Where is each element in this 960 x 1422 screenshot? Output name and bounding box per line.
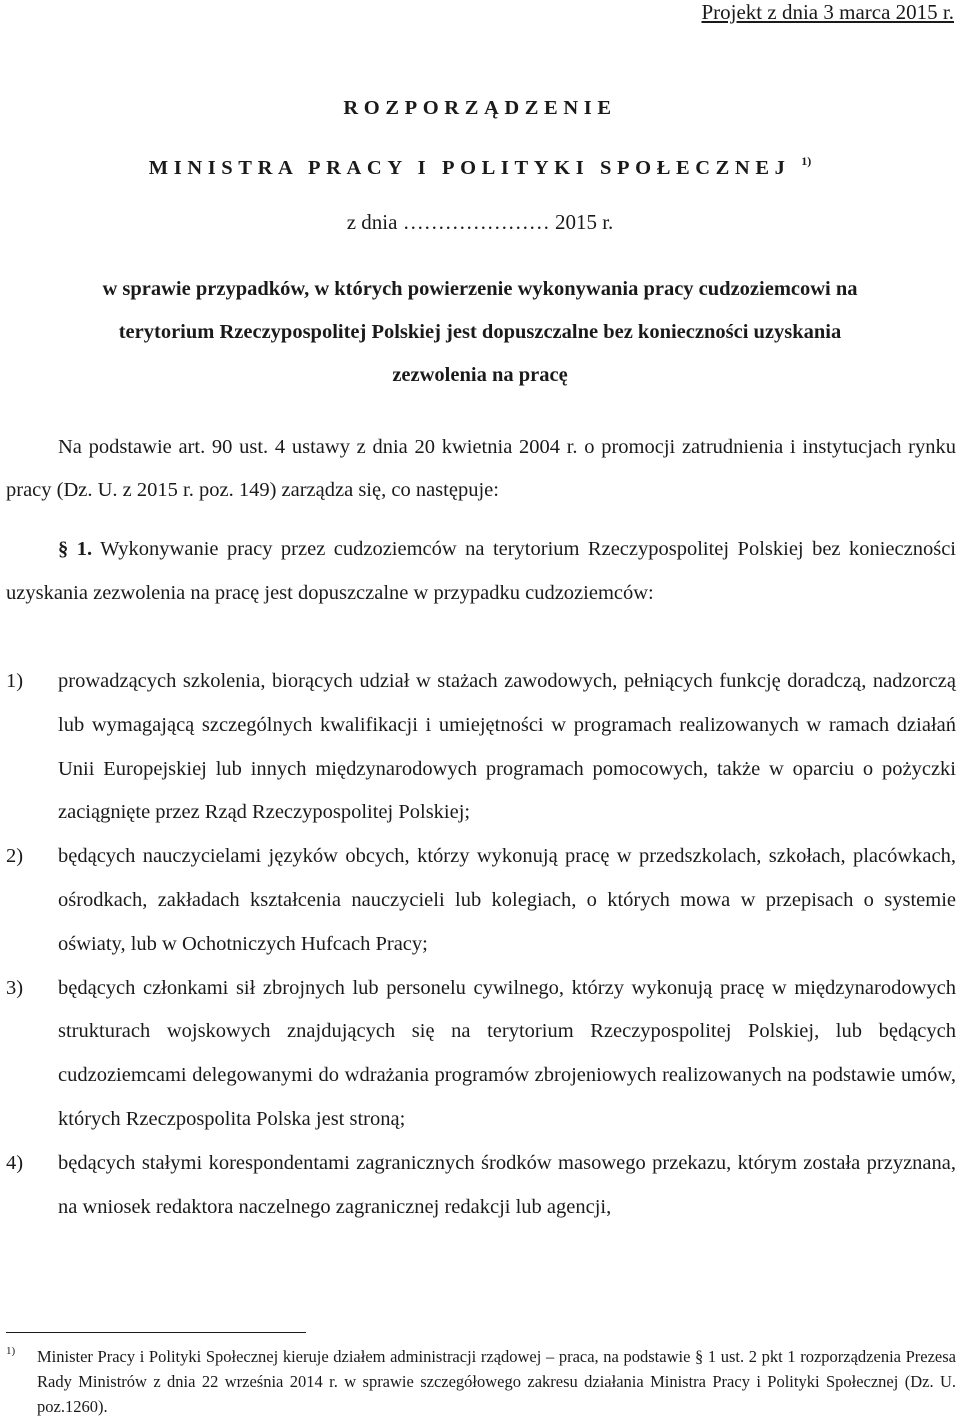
footnote-separator — [6, 1332, 306, 1333]
footnote-mark: 1) — [6, 1345, 16, 1357]
section-1-paragraph — [6, 528, 956, 615]
list-item — [6, 835, 956, 966]
preamble-text: Na podstawie art. 90 ust. 4 ustawy z dnia 20 kwietnia 2004 r. o promocji zatrudnienia i instytucjach rynku pracy (Dz. U. z 2015 r. poz. 149) zarządza się, co następuje: — [6, 436, 956, 501]
list-item-text: będących nauczycielami języków obcych, którzy wykonują pracę w przedszkolach, szkołach, placówkach, ośrodkach, zakładach kształcenia nauczycieli lub kolegiach, o których mowa w przepisach o systemie oświaty, lub w Ochotniczych Hufcach Pracy; — [58, 845, 956, 955]
subject-line-3: zezwolenia na pracę — [392, 364, 568, 386]
list-item-number: 4) — [6, 1151, 24, 1174]
subject-line-2: terytorium Rzeczypospolitej Polskiej jest dopuszczalne bez konieczności uzyskania — [118, 321, 842, 343]
list-item-text: będących stałymi korespondentami zagranicznych środków masowego przekazu, którym została przyznana, na wniosek redaktora naczelnego zagranicznej redakcji lub agencji, — [58, 1151, 956, 1218]
list-item — [6, 660, 956, 835]
legal-basis-preamble — [6, 426, 956, 512]
list-item — [6, 967, 956, 1142]
list-item — [6, 1142, 956, 1230]
project-date-label: Projekt z dnia 3 marca 2015 r. — [701, 0, 954, 24]
list-item-number: 1) — [6, 670, 24, 692]
document-type-title: ROZPORZĄDZENIE — [343, 97, 617, 119]
exemption-list — [6, 660, 956, 1229]
section-1-marker: § 1. — [58, 538, 93, 560]
issue-date-line: z dnia ………………… 2015 r. — [346, 210, 614, 234]
list-item-number: 3) — [6, 976, 24, 999]
footnote-reference: 1) — [801, 154, 812, 168]
list-item-text: prowadzących szkolenia, biorących udział w stażach zawodowych, pełniących funkcję doradczą, nadzorczą lub wymagającą szczególnych kwalifikacji i umiejętności w programach realizowanych w ramach działań Unii Europejskiej lub innych międzynarodowych programach pomocowych, także w oparciu o pożyczki zaciągnięte przez Rząd Rzeczypospolitej Polskiej; — [58, 670, 956, 824]
issuing-authority-name: MINISTRA PRACY I POLITYKI SPOŁECZNEJ — [148, 157, 791, 179]
footnote — [6, 1344, 956, 1419]
list-item-number: 2) — [6, 845, 24, 868]
subject-line-1: w sprawie przypadków, w których powierzenie wykonywania pracy cudzoziemcowi na — [102, 278, 858, 300]
regulation-subject — [0, 268, 960, 397]
list-item-text: będących członkami sił zbrojnych lub personelu cywilnego, którzy wykonują pracę w międzynarodowych strukturach wojskowych znajdujących się na terytorium Rzeczypospolitej Polskiej, lub będących cudzoziemcami delegowanymi do wdrażania programów zbrojeniowych realizowanych na podstawie umów, których Rzeczpospolita Polska jest stroną; — [58, 976, 956, 1130]
section-1-text: Wykonywanie pracy przez cudzoziemców na terytorium Rzeczypospolitej Polskiej bez konieczności uzyskania zezwolenia na pracę jest dopuszczalne w przypadku cudzoziemców: — [6, 538, 956, 604]
issuing-authority-title — [0, 154, 960, 180]
footnote-text: Minister Pracy i Polityki Społecznej kieruje działem administracji rządowej – praca, na podstawie § 1 ust. 2 pkt 1 rozporządzenia Prezesa Rady Ministrów z dnia 22 września 2014 r. w sprawie szczegółowego zakresu działania Ministra Pracy i Polityki Społecznej (Dz. U. poz.1260). — [37, 1347, 956, 1416]
